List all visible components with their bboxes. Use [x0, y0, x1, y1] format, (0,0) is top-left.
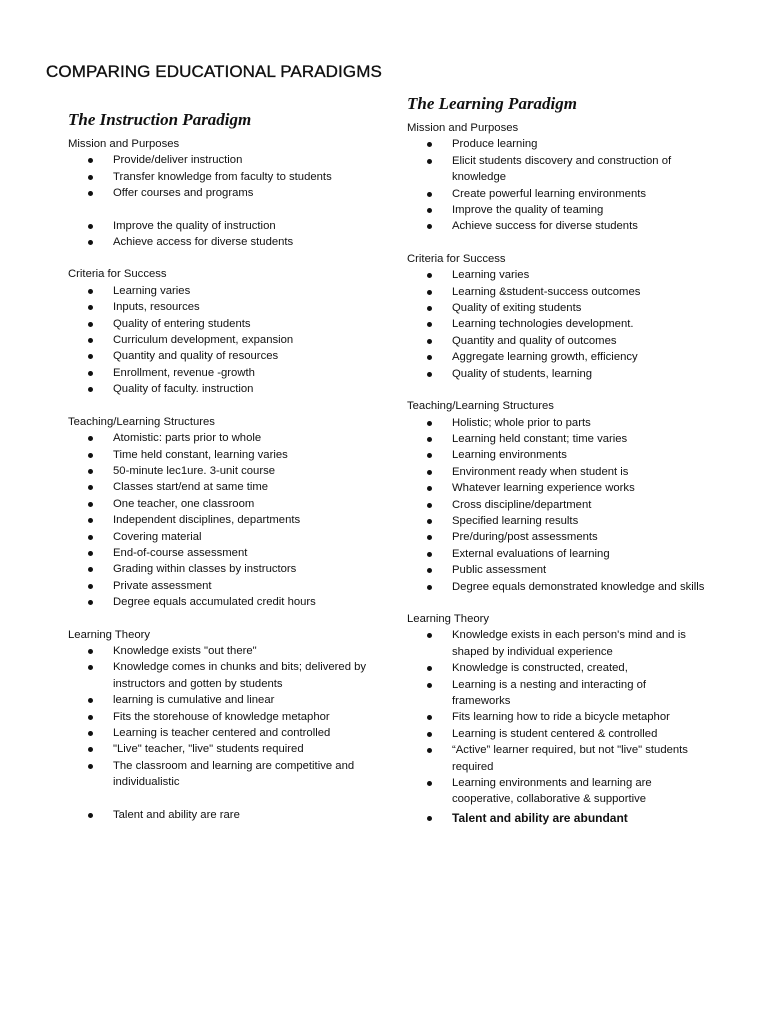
list-item: End-of-course assessment	[68, 545, 368, 561]
list-item: Cross discipline/department	[407, 497, 707, 513]
list-item: Environment ready when student is	[407, 464, 707, 480]
list-item: Specified learning results	[407, 513, 707, 529]
list-item: One teacher, one classroom	[68, 496, 368, 512]
section-theory	[407, 611, 707, 826]
list-item: Provide/deliver instruction	[68, 152, 368, 168]
list-item: Inputs, resources	[68, 299, 368, 315]
list-item: Learning varies	[68, 283, 368, 299]
list-item: Learning held constant; time varies	[407, 431, 707, 447]
page-title: COMPARING EDUCATIONAL PARADIGMS	[46, 62, 382, 81]
column-heading: The Learning Paradigm	[407, 94, 578, 113]
list-item: Public assessment	[407, 562, 707, 578]
bullet-list	[68, 152, 368, 250]
list-item: Fits learning how to ride a bicycle metaphor	[407, 709, 707, 725]
list-item: The classroom and learning are competitive and individualistic	[68, 758, 368, 791]
list-item: Elicit students discovery and construction of knowledge	[407, 153, 707, 186]
list-item: Quality of exiting students	[407, 300, 707, 316]
list-item: Achieve success for diverse students	[407, 218, 707, 234]
column-heading: The Instruction Paradigm	[68, 110, 252, 129]
list-item: Talent and ability are abundant	[407, 810, 707, 826]
list-item: Achieve access for diverse students	[68, 234, 368, 250]
section-label: Learning Theory	[407, 612, 490, 625]
list-item: Produce learning	[407, 136, 707, 152]
list-item: Independent disciplines, departments	[68, 512, 368, 528]
list-item: “Active” learner required, but not "live" students required	[407, 742, 707, 775]
list-item: Quantity and quality of outcomes	[407, 333, 707, 349]
list-item: Quality of faculty. instruction	[68, 381, 368, 397]
list-item: Talent and ability are rare	[68, 807, 368, 823]
list-item: Covering material	[68, 529, 368, 545]
section-mission	[68, 136, 368, 250]
list-item: Degree equals accumulated credit hours	[68, 594, 368, 610]
section-structures	[407, 398, 707, 595]
list-item: Whatever learning experience works	[407, 480, 707, 496]
bullet-list	[68, 643, 368, 823]
list-item: Quantity and quality of resources	[68, 348, 368, 364]
bullet-list	[407, 627, 707, 826]
section-label: Mission and Purposes	[68, 138, 180, 150]
list-item: Grading within classes by instructors	[68, 561, 368, 577]
bullet-list	[407, 267, 707, 382]
list-item: Knowledge comes in chunks and bits; delivered by instructors and gotten by students	[68, 659, 368, 692]
list-item: "Live" teacher, "live" students required	[68, 741, 368, 757]
section-label: Mission and Purposes	[407, 122, 519, 134]
list-item: Fits the storehouse of knowledge metaphor	[68, 709, 368, 725]
list-item: Quality of entering students	[68, 316, 368, 332]
list-item: Knowledge is constructed, created,	[407, 660, 707, 676]
list-item: Learning is a nesting and interacting of frameworks	[407, 677, 707, 710]
list-item: Learning is teacher centered and controlled	[68, 725, 368, 741]
list-item: Enrollment, revenue -growth	[68, 365, 368, 381]
learning-paradigm-column	[407, 92, 707, 842]
bullet-list	[68, 430, 368, 610]
list-item: Learning is student centered & controlled	[407, 726, 707, 742]
list-item: Learning environments and learning are cooperative, collaborative & supportive	[407, 775, 707, 808]
section-mission	[407, 120, 707, 235]
list-item: Offer courses and programs	[68, 185, 368, 201]
list-item: Quality of students, learning	[407, 366, 707, 382]
list-item: Learning &student-success outcomes	[407, 284, 707, 300]
section-label: Teaching/Learning Structures	[407, 400, 554, 413]
list-item: Curriculum development, expansion	[68, 332, 368, 348]
bullet-list	[407, 136, 707, 234]
list-item: Improve the quality of teaming	[407, 202, 707, 218]
section-label: Criteria for Success	[407, 252, 506, 265]
list-item: 50-minute lec1ure. 3-unit course	[68, 463, 368, 479]
list-item: Knowledge exists in each person's mind and is shaped by individual experience	[407, 627, 707, 660]
section-criteria	[68, 266, 368, 397]
list-item: Pre/during/post assessments	[407, 529, 707, 545]
list-item: Holistic; whole prior to parts	[407, 415, 707, 431]
list-item: Learning environments	[407, 447, 707, 463]
section-label: Teaching/Learning Structures	[68, 415, 215, 428]
list-item: Classes start/end at same time	[68, 479, 368, 495]
section-label: Criteria for Success	[68, 268, 167, 281]
section-label: Learning Theory	[68, 628, 151, 641]
bullet-list	[407, 415, 707, 595]
section-criteria	[407, 251, 707, 382]
section-structures	[68, 414, 368, 611]
list-item: Atomistic: parts prior to whole	[68, 430, 368, 446]
instruction-paradigm-column	[68, 108, 368, 839]
list-item: Create powerful learning environments	[407, 186, 707, 202]
list-item: Degree equals demonstrated knowledge and skills	[407, 579, 707, 595]
list-item: Learning technologies development.	[407, 316, 707, 332]
list-item: Learning varies	[407, 267, 707, 283]
bullet-list	[68, 283, 368, 398]
list-item: Aggregate learning growth, efficiency	[407, 349, 707, 365]
list-item: Time held constant, learning varies	[68, 447, 368, 463]
list-item: Private assessment	[68, 578, 368, 594]
list-item: learning is cumulative and linear	[68, 692, 368, 708]
section-theory	[68, 627, 368, 823]
list-item: Transfer knowledge from faculty to students	[68, 169, 368, 185]
list-item: Knowledge exists "out there"	[68, 643, 368, 659]
list-item: External evaluations of learning	[407, 546, 707, 562]
list-item: Improve the quality of instruction	[68, 218, 368, 234]
